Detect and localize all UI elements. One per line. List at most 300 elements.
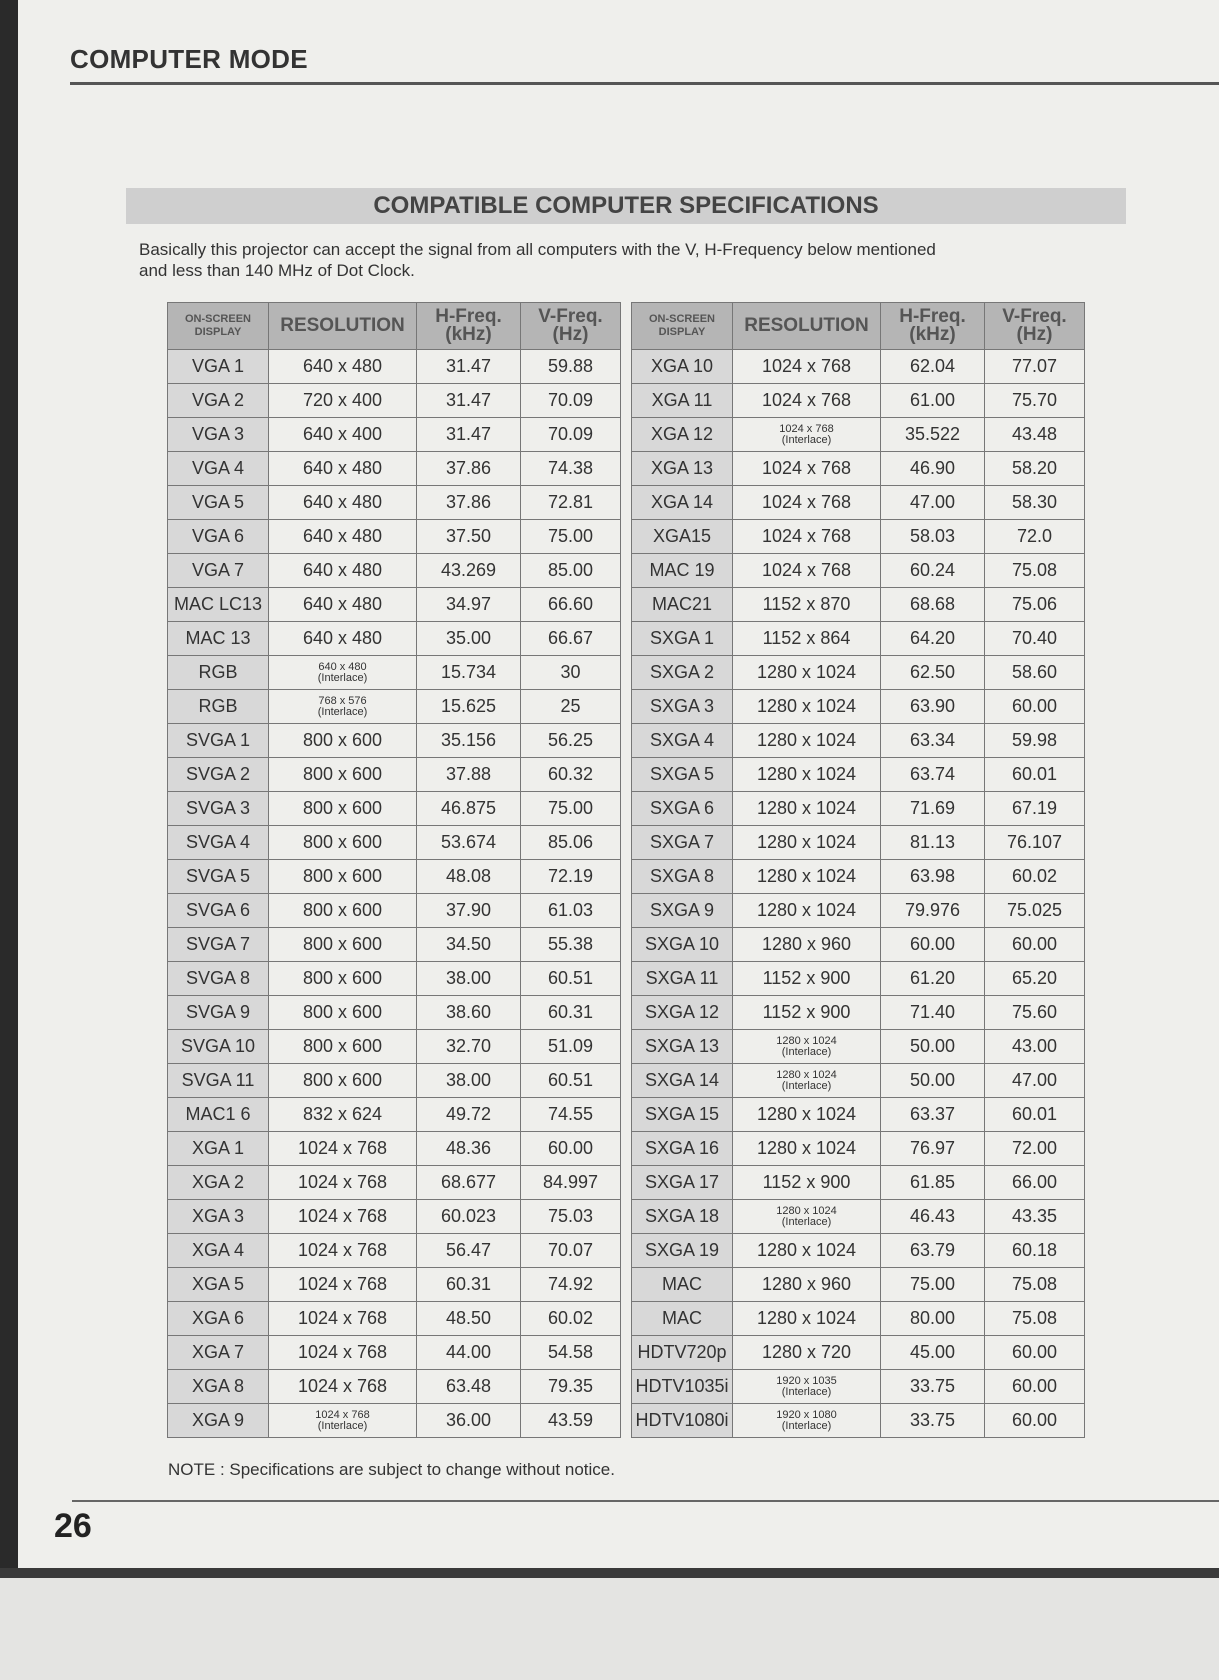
- cell-h-freq: 46.43: [881, 1200, 985, 1234]
- cell-display: SXGA 19: [632, 1234, 733, 1268]
- resolution-value: 1280 x 1024: [776, 1204, 837, 1217]
- cell-v-freq: 25: [521, 690, 621, 724]
- cell-v-freq: 75.00: [521, 792, 621, 826]
- table-row: [168, 656, 621, 690]
- header-divider: [70, 82, 1219, 85]
- table-row: [168, 1064, 621, 1098]
- interlace-label: (Interlace): [317, 1419, 368, 1432]
- cell-resolution: [733, 418, 881, 452]
- table-row: [168, 1132, 621, 1166]
- cell-v-freq: 60.00: [985, 1370, 1085, 1404]
- cell-h-freq: 61.20: [881, 962, 985, 996]
- cell-resolution: 1280 x 1024: [733, 1098, 881, 1132]
- cell-display: VGA 5: [168, 486, 269, 520]
- cell-resolution: 800 x 600: [269, 1030, 417, 1064]
- cell-display: SXGA 10: [632, 928, 733, 962]
- cell-v-freq: 70.09: [521, 384, 621, 418]
- cell-v-freq: 56.25: [521, 724, 621, 758]
- cell-display: XGA 10: [632, 350, 733, 384]
- table-row: [632, 928, 1085, 962]
- table-row: [632, 860, 1085, 894]
- cell-v-freq: 70.07: [521, 1234, 621, 1268]
- cell-resolution: 1280 x 1024: [733, 826, 881, 860]
- table-row: [168, 1200, 621, 1234]
- interlace-label: (Interlace): [781, 1045, 832, 1058]
- cell-v-freq: 85.06: [521, 826, 621, 860]
- cell-h-freq: 38.00: [417, 1064, 521, 1098]
- cell-v-freq: 61.03: [521, 894, 621, 928]
- cell-display: SVGA 6: [168, 894, 269, 928]
- cell-h-freq: 50.00: [881, 1064, 985, 1098]
- cell-h-freq: 48.08: [417, 860, 521, 894]
- cell-resolution: 1280 x 1024: [733, 894, 881, 928]
- cell-v-freq: 59.98: [985, 724, 1085, 758]
- table-row: [168, 690, 621, 724]
- cell-resolution: 1024 x 768: [269, 1166, 417, 1200]
- cell-display: SXGA 6: [632, 792, 733, 826]
- cell-v-freq: 66.67: [521, 622, 621, 656]
- spec-table-right: [631, 302, 1085, 1438]
- cell-resolution: 1024 x 768: [733, 452, 881, 486]
- cell-display: VGA 6: [168, 520, 269, 554]
- cell-h-freq: 75.00: [881, 1268, 985, 1302]
- cell-h-freq: 63.34: [881, 724, 985, 758]
- cell-resolution: [733, 1200, 881, 1234]
- cell-display: MAC1 6: [168, 1098, 269, 1132]
- cell-resolution: 1280 x 1024: [733, 1132, 881, 1166]
- cell-v-freq: 65.20: [985, 962, 1085, 996]
- cell-resolution: 800 x 600: [269, 928, 417, 962]
- cell-v-freq: 60.00: [985, 928, 1085, 962]
- cell-h-freq: 38.60: [417, 996, 521, 1030]
- cell-resolution: [269, 690, 417, 724]
- table-row: [168, 520, 621, 554]
- cell-display: XGA 8: [168, 1370, 269, 1404]
- table-row: [168, 1336, 621, 1370]
- cell-display: SVGA 7: [168, 928, 269, 962]
- resolution-value: 1280 x 1024: [776, 1034, 837, 1047]
- cell-display: VGA 4: [168, 452, 269, 486]
- cell-display: MAC: [632, 1302, 733, 1336]
- table-row: [168, 1404, 621, 1438]
- cell-h-freq: 37.88: [417, 758, 521, 792]
- table-row: [632, 1234, 1085, 1268]
- cell-v-freq: 60.01: [985, 1098, 1085, 1132]
- resolution-value: 1920 x 1080: [776, 1408, 837, 1421]
- cell-v-freq: 30: [521, 656, 621, 690]
- cell-v-freq: 72.0: [985, 520, 1085, 554]
- cell-display: SVGA 9: [168, 996, 269, 1030]
- table-row: [632, 520, 1085, 554]
- cell-resolution: 1280 x 1024: [733, 860, 881, 894]
- table-row: [632, 1336, 1085, 1370]
- cell-display: MAC LC13: [168, 588, 269, 622]
- cell-resolution: 800 x 600: [269, 724, 417, 758]
- table-row: [632, 1030, 1085, 1064]
- intro-line-1: Basically this projector can accept the signal from all computers with the V, H-Frequency below mentioned: [139, 240, 936, 259]
- cell-v-freq: 75.60: [985, 996, 1085, 1030]
- table-row: [168, 962, 621, 996]
- table-row: [168, 1234, 621, 1268]
- table-row: [168, 1166, 621, 1200]
- cell-display: XGA 2: [168, 1166, 269, 1200]
- cell-display: SXGA 16: [632, 1132, 733, 1166]
- cell-h-freq: 33.75: [881, 1370, 985, 1404]
- cell-display: XGA 9: [168, 1404, 269, 1438]
- cell-v-freq: 72.81: [521, 486, 621, 520]
- table-row: [632, 792, 1085, 826]
- cell-v-freq: 66.60: [521, 588, 621, 622]
- header-h-freq: H-Freq. (kHz): [881, 303, 985, 350]
- cell-display: MAC21: [632, 588, 733, 622]
- cell-v-freq: 72.19: [521, 860, 621, 894]
- cell-display: VGA 2: [168, 384, 269, 418]
- cell-resolution: 1152 x 864: [733, 622, 881, 656]
- cell-v-freq: 76.107: [985, 826, 1085, 860]
- cell-h-freq: 15.734: [417, 656, 521, 690]
- cell-resolution: 1024 x 768: [733, 384, 881, 418]
- cell-h-freq: 53.674: [417, 826, 521, 860]
- cell-h-freq: 37.50: [417, 520, 521, 554]
- table-row: [632, 1132, 1085, 1166]
- cell-v-freq: 58.20: [985, 452, 1085, 486]
- cell-h-freq: 60.023: [417, 1200, 521, 1234]
- cell-display: MAC: [632, 1268, 733, 1302]
- table-row: [632, 1268, 1085, 1302]
- cell-resolution: 800 x 600: [269, 826, 417, 860]
- cell-h-freq: 45.00: [881, 1336, 985, 1370]
- table-header-row: [168, 303, 621, 350]
- cell-display: XGA 1: [168, 1132, 269, 1166]
- binding-spine: [0, 0, 18, 1575]
- cell-resolution: 1280 x 1024: [733, 724, 881, 758]
- cell-h-freq: 37.90: [417, 894, 521, 928]
- table-row: [168, 486, 621, 520]
- cell-v-freq: 51.09: [521, 1030, 621, 1064]
- cell-h-freq: 63.79: [881, 1234, 985, 1268]
- cell-resolution: [269, 656, 417, 690]
- cell-h-freq: 35.00: [417, 622, 521, 656]
- cell-v-freq: 85.00: [521, 554, 621, 588]
- cell-resolution: 1152 x 900: [733, 996, 881, 1030]
- cell-v-freq: 43.00: [985, 1030, 1085, 1064]
- cell-h-freq: 62.04: [881, 350, 985, 384]
- cell-h-freq: 47.00: [881, 486, 985, 520]
- table-row: [632, 1370, 1085, 1404]
- cell-v-freq: 75.08: [985, 1302, 1085, 1336]
- cell-display: RGB: [168, 656, 269, 690]
- cell-h-freq: 38.00: [417, 962, 521, 996]
- cell-resolution: 1024 x 768: [269, 1268, 417, 1302]
- cell-display: XGA 7: [168, 1336, 269, 1370]
- table-row: [632, 724, 1085, 758]
- cell-resolution: 800 x 600: [269, 894, 417, 928]
- interlace-label: (Interlace): [781, 1079, 832, 1092]
- cell-display: SXGA 5: [632, 758, 733, 792]
- table-row: [168, 996, 621, 1030]
- cell-h-freq: 44.00: [417, 1336, 521, 1370]
- cell-v-freq: 55.38: [521, 928, 621, 962]
- cell-display: SXGA 17: [632, 1166, 733, 1200]
- cell-resolution: 1280 x 1024: [733, 792, 881, 826]
- cell-h-freq: 63.90: [881, 690, 985, 724]
- table-row: [632, 622, 1085, 656]
- table-row: [632, 996, 1085, 1030]
- cell-resolution: [733, 1404, 881, 1438]
- cell-resolution: 640 x 480: [269, 486, 417, 520]
- table-row: [632, 1302, 1085, 1336]
- cell-resolution: 800 x 600: [269, 962, 417, 996]
- header-on-screen-display: ON-SCREEN DISPLAY: [632, 303, 733, 350]
- table-row: [632, 1166, 1085, 1200]
- cell-h-freq: 46.875: [417, 792, 521, 826]
- cell-resolution: 1152 x 900: [733, 1166, 881, 1200]
- cell-v-freq: 74.92: [521, 1268, 621, 1302]
- cell-display: SVGA 8: [168, 962, 269, 996]
- cell-resolution: 800 x 600: [269, 1064, 417, 1098]
- cell-v-freq: 74.55: [521, 1098, 621, 1132]
- table-row: [168, 452, 621, 486]
- cell-resolution: 1280 x 1024: [733, 656, 881, 690]
- resolution-value: 1024 x 768: [315, 1408, 370, 1421]
- table-row: [632, 1098, 1085, 1132]
- table-row: [632, 384, 1085, 418]
- table-row: [632, 350, 1085, 384]
- cell-resolution: 1024 x 768: [733, 520, 881, 554]
- intro-line-2: and less than 140 MHz of Dot Clock.: [139, 261, 415, 280]
- table-row: [168, 588, 621, 622]
- cell-h-freq: 50.00: [881, 1030, 985, 1064]
- header-on-screen-display: ON-SCREEN DISPLAY: [168, 303, 269, 350]
- table-row: [168, 826, 621, 860]
- cell-h-freq: 49.72: [417, 1098, 521, 1132]
- cell-display: HDTV1035i: [632, 1370, 733, 1404]
- cell-h-freq: 48.50: [417, 1302, 521, 1336]
- cell-resolution: 1024 x 768: [269, 1302, 417, 1336]
- cell-resolution: 1024 x 768: [269, 1132, 417, 1166]
- cell-v-freq: 43.48: [985, 418, 1085, 452]
- cell-v-freq: 47.00: [985, 1064, 1085, 1098]
- cell-display: SXGA 4: [632, 724, 733, 758]
- table-header-row: [632, 303, 1085, 350]
- cell-display: XGA 5: [168, 1268, 269, 1302]
- cell-resolution: 800 x 600: [269, 996, 417, 1030]
- cell-display: SXGA 11: [632, 962, 733, 996]
- cell-v-freq: 74.38: [521, 452, 621, 486]
- interlace-label: (Interlace): [781, 1215, 832, 1228]
- cell-display: MAC 19: [632, 554, 733, 588]
- cell-v-freq: 72.00: [985, 1132, 1085, 1166]
- interlace-label: (Interlace): [781, 1419, 832, 1432]
- table-row: [632, 588, 1085, 622]
- cell-resolution: 800 x 600: [269, 758, 417, 792]
- cell-h-freq: 48.36: [417, 1132, 521, 1166]
- cell-h-freq: 81.13: [881, 826, 985, 860]
- cell-h-freq: 31.47: [417, 384, 521, 418]
- cell-h-freq: 63.37: [881, 1098, 985, 1132]
- cell-v-freq: 60.00: [985, 1404, 1085, 1438]
- cell-display: SXGA 13: [632, 1030, 733, 1064]
- cell-resolution: 800 x 600: [269, 792, 417, 826]
- cell-h-freq: 76.97: [881, 1132, 985, 1166]
- resolution-value: 1280 x 1024: [776, 1068, 837, 1081]
- cell-display: HDTV720p: [632, 1336, 733, 1370]
- cell-display: XGA 11: [632, 384, 733, 418]
- page-number: 26: [54, 1507, 92, 1545]
- cell-display: SXGA 2: [632, 656, 733, 690]
- table-row: [168, 1098, 621, 1132]
- table-row: [632, 1404, 1085, 1438]
- cell-h-freq: 35.156: [417, 724, 521, 758]
- cell-display: SVGA 1: [168, 724, 269, 758]
- cell-v-freq: 43.35: [985, 1200, 1085, 1234]
- cell-display: SVGA 3: [168, 792, 269, 826]
- cell-v-freq: 58.60: [985, 656, 1085, 690]
- page-header-title: COMPUTER MODE: [70, 44, 308, 74]
- cell-h-freq: 35.522: [881, 418, 985, 452]
- cell-v-freq: 70.40: [985, 622, 1085, 656]
- cell-resolution: 1024 x 768: [733, 486, 881, 520]
- cell-v-freq: 43.59: [521, 1404, 621, 1438]
- cell-h-freq: 71.69: [881, 792, 985, 826]
- cell-resolution: 640 x 480: [269, 588, 417, 622]
- cell-h-freq: 61.85: [881, 1166, 985, 1200]
- table-row: [168, 1302, 621, 1336]
- cell-display: SXGA 14: [632, 1064, 733, 1098]
- table-row: [168, 928, 621, 962]
- cell-resolution: 1024 x 768: [269, 1200, 417, 1234]
- header-resolution: RESOLUTION: [733, 303, 881, 350]
- cell-resolution: 1280 x 1024: [733, 690, 881, 724]
- cell-v-freq: 75.08: [985, 554, 1085, 588]
- table-row: [632, 758, 1085, 792]
- section-title: COMPATIBLE COMPUTER SPECIFICATIONS: [126, 188, 1126, 224]
- cell-display: XGA 6: [168, 1302, 269, 1336]
- cell-resolution: 1024 x 768: [733, 554, 881, 588]
- table-row: [168, 418, 621, 452]
- cell-v-freq: 60.01: [985, 758, 1085, 792]
- cell-h-freq: 61.00: [881, 384, 985, 418]
- cell-display: XGA15: [632, 520, 733, 554]
- cell-resolution: 1024 x 768: [733, 350, 881, 384]
- cell-display: SXGA 3: [632, 690, 733, 724]
- cell-v-freq: 60.02: [985, 860, 1085, 894]
- table-row: [168, 860, 621, 894]
- cell-display: HDTV1080i: [632, 1404, 733, 1438]
- cell-display: SVGA 2: [168, 758, 269, 792]
- table-row: [168, 1370, 621, 1404]
- cell-resolution: 720 x 400: [269, 384, 417, 418]
- table-row: [168, 350, 621, 384]
- cell-resolution: 640 x 480: [269, 554, 417, 588]
- cell-h-freq: 46.90: [881, 452, 985, 486]
- footer-divider: [72, 1500, 1219, 1502]
- cell-h-freq: 36.00: [417, 1404, 521, 1438]
- cell-v-freq: 60.18: [985, 1234, 1085, 1268]
- table-row: [168, 622, 621, 656]
- cell-v-freq: 77.07: [985, 350, 1085, 384]
- table-row: [632, 554, 1085, 588]
- cell-resolution: 1024 x 768: [269, 1234, 417, 1268]
- cell-display: SVGA 4: [168, 826, 269, 860]
- cell-resolution: 1280 x 1024: [733, 758, 881, 792]
- cell-display: SXGA 18: [632, 1200, 733, 1234]
- cell-h-freq: 63.48: [417, 1370, 521, 1404]
- cell-v-freq: 60.31: [521, 996, 621, 1030]
- cell-resolution: [269, 1404, 417, 1438]
- interlace-label: (Interlace): [317, 705, 368, 718]
- interlace-label: (Interlace): [781, 433, 832, 446]
- cell-display: SXGA 12: [632, 996, 733, 1030]
- cell-h-freq: 43.269: [417, 554, 521, 588]
- table-row: [632, 1200, 1085, 1234]
- cell-display: SVGA 5: [168, 860, 269, 894]
- interlace-label: (Interlace): [781, 1385, 832, 1398]
- table-row: [168, 724, 621, 758]
- cell-h-freq: 31.47: [417, 350, 521, 384]
- cell-display: XGA 4: [168, 1234, 269, 1268]
- cell-h-freq: 37.86: [417, 452, 521, 486]
- table-row: [632, 894, 1085, 928]
- cell-h-freq: 15.625: [417, 690, 521, 724]
- cell-resolution: 640 x 480: [269, 520, 417, 554]
- cell-v-freq: 59.88: [521, 350, 621, 384]
- header-resolution: RESOLUTION: [269, 303, 417, 350]
- cell-display: SXGA 1: [632, 622, 733, 656]
- header-v-freq: V-Freq. (Hz): [521, 303, 621, 350]
- cell-display: MAC 13: [168, 622, 269, 656]
- cell-display: XGA 12: [632, 418, 733, 452]
- cell-v-freq: 75.08: [985, 1268, 1085, 1302]
- cell-display: XGA 14: [632, 486, 733, 520]
- resolution-value: 768 x 576: [318, 694, 367, 707]
- cell-resolution: 640 x 480: [269, 452, 417, 486]
- cell-h-freq: 31.47: [417, 418, 521, 452]
- cell-h-freq: 63.74: [881, 758, 985, 792]
- intro-paragraph: [139, 239, 1119, 281]
- cell-v-freq: 75.025: [985, 894, 1085, 928]
- cell-resolution: 1152 x 870: [733, 588, 881, 622]
- cell-h-freq: 80.00: [881, 1302, 985, 1336]
- cell-h-freq: 60.00: [881, 928, 985, 962]
- cell-h-freq: 34.50: [417, 928, 521, 962]
- table-row: [632, 1064, 1085, 1098]
- cell-v-freq: 67.19: [985, 792, 1085, 826]
- table-row: [168, 554, 621, 588]
- table-row: [632, 418, 1085, 452]
- cell-display: XGA 13: [632, 452, 733, 486]
- footnote: NOTE : Specifications are subject to change without notice.: [168, 1460, 615, 1479]
- cell-display: RGB: [168, 690, 269, 724]
- cell-v-freq: 58.30: [985, 486, 1085, 520]
- cell-v-freq: 60.32: [521, 758, 621, 792]
- cell-h-freq: 63.98: [881, 860, 985, 894]
- cell-v-freq: 79.35: [521, 1370, 621, 1404]
- cell-resolution: 1280 x 960: [733, 1268, 881, 1302]
- table-row: [168, 792, 621, 826]
- cell-display: SXGA 8: [632, 860, 733, 894]
- cell-h-freq: 60.31: [417, 1268, 521, 1302]
- cell-resolution: 1280 x 960: [733, 928, 881, 962]
- cell-resolution: [733, 1370, 881, 1404]
- cell-resolution: [733, 1064, 881, 1098]
- page-bottom-edge: [0, 1568, 1219, 1578]
- cell-h-freq: 56.47: [417, 1234, 521, 1268]
- cell-v-freq: 75.03: [521, 1200, 621, 1234]
- cell-resolution: 1280 x 1024: [733, 1302, 881, 1336]
- cell-v-freq: 60.02: [521, 1302, 621, 1336]
- cell-v-freq: 60.00: [521, 1132, 621, 1166]
